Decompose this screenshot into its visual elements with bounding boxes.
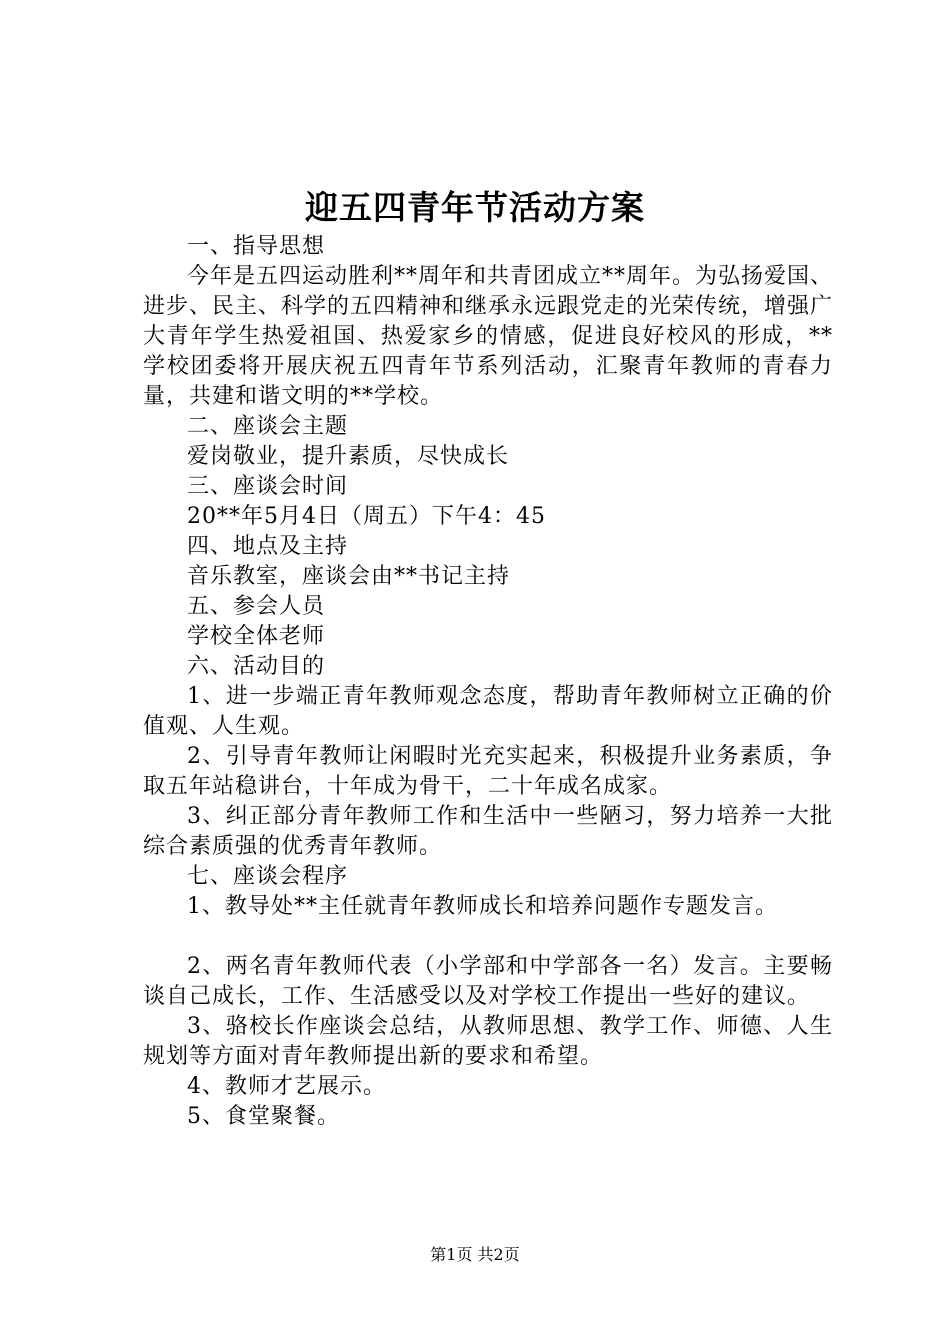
procedure-item: 3、骆校长作座谈会总结，从教师思想、教学工作、师德、人生规划等方面对青年教师提出新的要求和希望。	[143, 1014, 833, 1069]
paragraph-theme: 爱岗敬业，提升素质，尽快成长	[187, 444, 510, 469]
paragraph-location: 音乐教室，座谈会由**书记主持	[187, 564, 511, 589]
paragraph-time: 20**年5月4日（周五）下午4：45	[187, 504, 546, 529]
heading-location: 四、地点及主持	[187, 534, 349, 559]
heading-guiding-thought: 一、指导思想	[187, 234, 326, 259]
paragraph-guiding-thought: 今年是五四运动胜利**周年和共青团成立**周年。为弘扬爱国、进步、民主、科学的五四精神和继承永远跟党走的光荣传统，增强广大青年学生热爱祖国、热爱家乡的情感，促进良好校风的形成，**学校团委将开展庆祝五四青年节系列活动，汇聚青年教师的青春力量，共建和谐文明的**学校。	[143, 264, 834, 409]
purpose-item: 1、进一步端正青年教师观念态度，帮助青年教师树立正确的价值观、人生观。	[143, 684, 833, 739]
page-footer: 第1页 共2页	[430, 1245, 520, 1264]
procedure-item: 1、教导处**主任就青年教师成长和培养问题作专题发言。	[187, 894, 778, 919]
purpose-item: 3、纠正部分青年教师工作和生活中一些陋习，努力培养一大批综合素质强的优秀青年教师。	[143, 804, 833, 859]
paragraph-attendees: 学校全体老师	[187, 624, 326, 649]
blank-line	[143, 922, 833, 952]
purpose-item: 2、引导青年教师让闲暇时光充实起来，积极提升业务素质，争取五年站稳讲台，十年成为骨干，二十年成名成家。	[143, 744, 833, 799]
document-body	[143, 232, 833, 1132]
procedure-item: 2、两名青年教师代表（小学部和中学部各一名）发言。主要畅谈自己成长，工作、生活感受以及对学校工作提出一些好的建议。	[143, 954, 833, 1009]
heading-procedure: 七、座谈会程序	[187, 864, 349, 889]
heading-theme: 二、座谈会主题	[187, 414, 349, 439]
document-title: 迎五四青年节活动方案	[305, 188, 645, 227]
procedure-item: 5、食堂聚餐。	[187, 1104, 340, 1129]
heading-time: 三、座谈会时间	[187, 474, 349, 499]
procedure-item: 4、教师才艺展示。	[187, 1074, 386, 1099]
heading-attendees: 五、参会人员	[187, 594, 326, 619]
heading-purpose: 六、活动目的	[187, 654, 326, 679]
